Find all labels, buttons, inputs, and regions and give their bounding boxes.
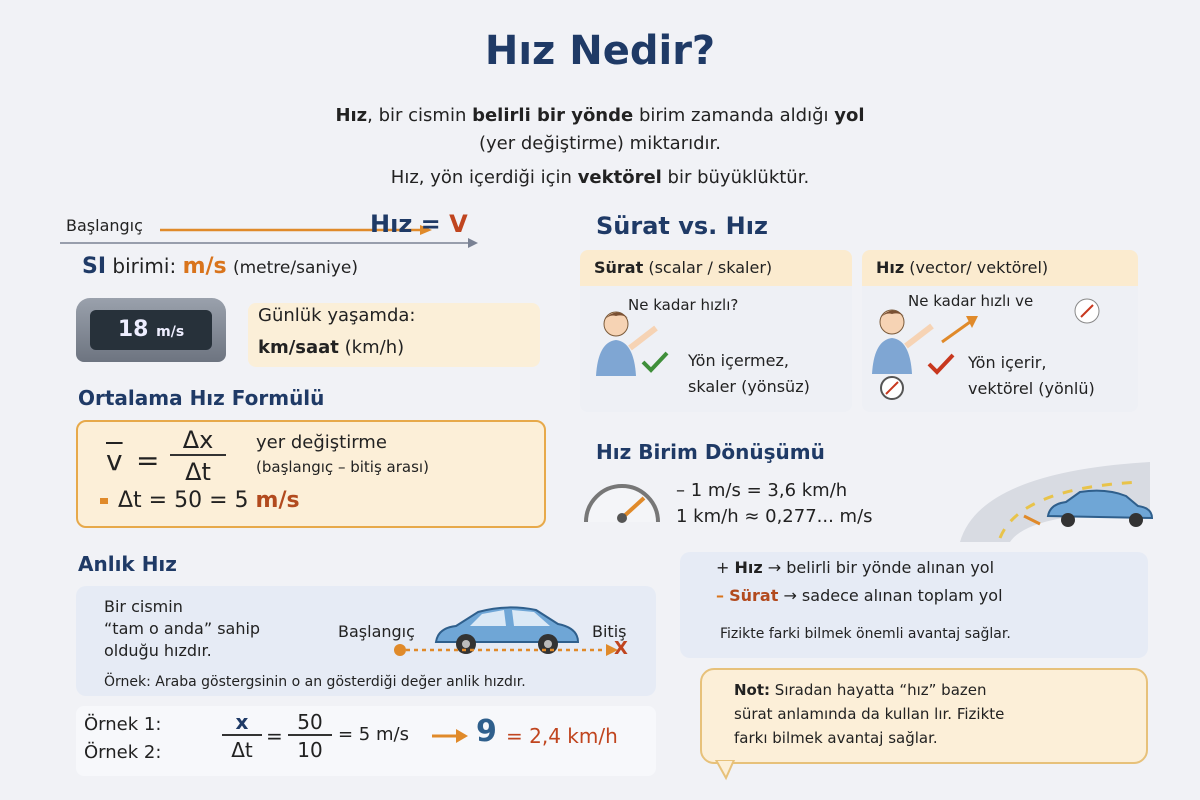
example-2-label: Örnek 2: xyxy=(84,742,162,763)
conv-line-1: – 1 m/s = 3,6 km/h xyxy=(676,480,848,501)
velocity-formula: Hız = V xyxy=(370,210,468,238)
speed-display xyxy=(76,298,226,362)
conv-lines xyxy=(676,478,873,530)
surat-vs-heading: Sürat vs. Hız xyxy=(596,212,768,240)
inst-heading: Anlık Hız xyxy=(78,552,177,576)
end-mark: X xyxy=(614,638,628,659)
boy-icon-2 xyxy=(862,302,982,376)
compare-surat: – Sürat → sadece alınan toplam yol xyxy=(716,586,1003,605)
compare-note: Fizikte farki bilmek önemli avantaj sağlar. xyxy=(720,626,1011,642)
ex-denominator: Δt xyxy=(231,738,253,762)
bullet-icon xyxy=(100,498,108,504)
ex-big-symbol: 9 xyxy=(476,714,497,749)
arrow-icon xyxy=(430,726,470,746)
avg-desc-2: (başlangıç – bitiş arası) xyxy=(256,458,429,476)
note-bubble xyxy=(700,668,1148,764)
ex-denominator-2: 10 xyxy=(297,738,323,762)
ex-numerator-2: 50 xyxy=(288,710,332,736)
surat-answer: Yön içermez, skaler (yönsüz) xyxy=(688,351,810,396)
compass-icon xyxy=(1072,296,1102,326)
ex-numerator: x xyxy=(222,710,262,736)
intro-text xyxy=(0,102,1200,192)
daily-unit: km/saat (km/h) xyxy=(258,337,405,358)
compare-hiz: + Hız → belirli bir yönde alınan yol xyxy=(716,558,995,577)
speed-display-screen: 18 m/s xyxy=(90,310,212,350)
daily-label: Günlük yaşamda: xyxy=(258,305,416,326)
note-text: Not: Sıradan hayatta “hız” bazen sürat anlamında da kullan lır. Fizikte farkı bilmek avantaj sağlar. xyxy=(734,681,1005,747)
check-icon-2 xyxy=(926,352,956,376)
note-tail xyxy=(712,760,742,782)
inst-end-label: Bitiş xyxy=(592,622,627,641)
daily-box xyxy=(248,303,540,367)
conv-line-2: 1 km/h ≈ 0,277... m/s xyxy=(676,506,873,527)
compare-box xyxy=(680,552,1148,658)
road-car-icon xyxy=(940,452,1160,544)
hiz-answer: Yön içerir, vektörel (yönlü) xyxy=(968,353,1095,398)
inst-desc: Bir cismin “tam o anda” sahip olduğu hızdır. xyxy=(104,597,261,660)
avg-heading: Ortalama Hız Formülü xyxy=(78,386,325,410)
avg-numerator: Δx xyxy=(170,426,226,456)
intro-line-3: Hız, yön içerdiği için vektörel bir büyüklüktür. xyxy=(390,167,810,188)
inst-examples: Örnek 1: Örnek 2: x Δt = 50 10 = 5 m/s 9 = 2,4 km/h xyxy=(76,706,656,776)
surat-card-header: Sürat (scalar / skaler) xyxy=(580,250,852,286)
avg-denominator: Δt xyxy=(185,458,211,486)
gauge-icon xyxy=(580,472,664,528)
si-unit-line: SI birimi: m/s (metre/saniye) xyxy=(82,254,359,279)
intro-line-1: Hız, bir cismin belirli bir yönde birim zamanda aldığı yol xyxy=(335,105,865,126)
inst-start-label: Başlangıç xyxy=(338,622,415,641)
start-label: Başlangıç xyxy=(66,216,143,235)
check-icon xyxy=(640,350,670,374)
surat-card xyxy=(580,250,852,412)
intro-line-2: (yer değiştirme) miktarıdır. xyxy=(478,133,721,154)
example-1-label: Örnek 1: xyxy=(84,714,162,735)
conv-heading: Hız Birim Dönüşümü xyxy=(596,440,825,464)
surat-question: Ne kadar hızlı? xyxy=(628,296,739,314)
page-title: Hız Nedir? xyxy=(484,28,716,74)
hiz-question: Ne kadar hızlı ve xyxy=(908,292,1034,310)
hiz-card-header: Hız (vector/ vektörel) xyxy=(862,250,1138,286)
inst-note: Örnek: Araba göstergsinin o an gösterdiği değer anlik hızdır. xyxy=(104,674,526,690)
avg-formula-box xyxy=(76,420,546,528)
inst-box xyxy=(76,586,656,696)
avg-eq: = xyxy=(136,444,160,477)
avg-example: Δt = 50 = 5 m/s xyxy=(118,488,300,513)
avg-v-symbol: $\overline{v}$ xyxy=(106,444,123,477)
hiz-card xyxy=(862,250,1138,412)
inst-path-arrow xyxy=(386,642,626,662)
compass-icon-2 xyxy=(878,374,906,402)
ex-kmh: = 2,4 km/h xyxy=(506,724,618,748)
ex-result: = 5 m/s xyxy=(338,724,409,745)
avg-desc-1: yer değiştirme xyxy=(256,432,387,453)
